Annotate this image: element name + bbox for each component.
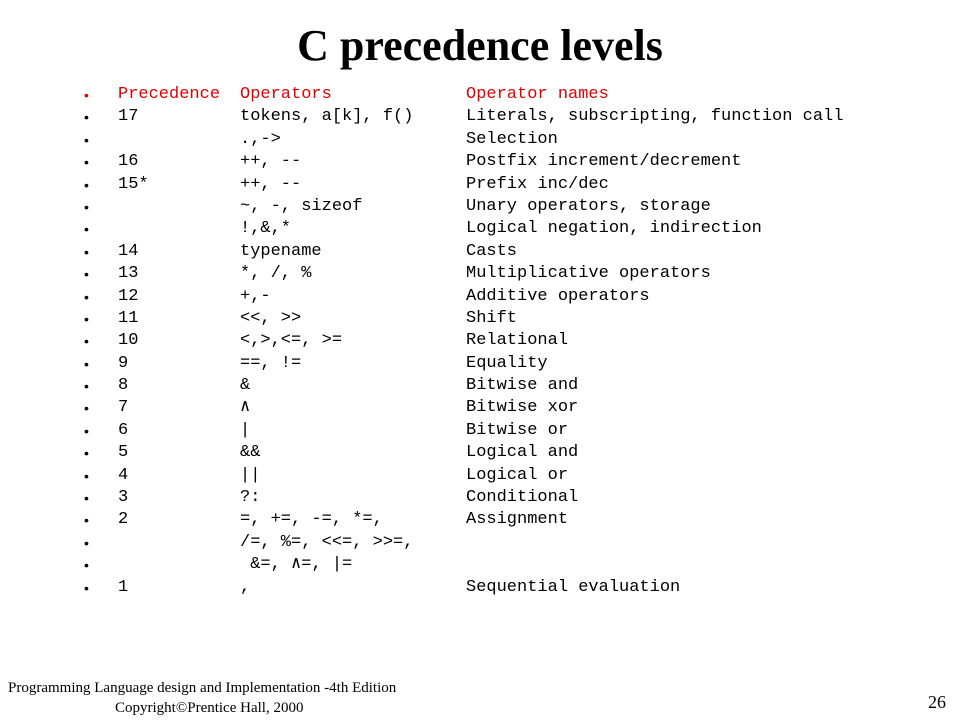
operators: || (240, 465, 261, 485)
precedence-row (84, 397, 944, 419)
operators: typename (240, 241, 322, 261)
operator-name: Additive operators (466, 286, 650, 306)
operator-name: Prefix inc/dec (466, 174, 609, 194)
bullet-icon: • (84, 490, 89, 507)
operators: ~, -, sizeof (240, 196, 363, 216)
bullet-icon: • (84, 109, 89, 126)
precedence-row (84, 196, 944, 218)
operators: /=, %=, <<=, >>=, (240, 532, 414, 552)
precedence-level: 3 (118, 488, 129, 508)
operators: ?: (240, 488, 261, 508)
bullet-icon: • (84, 333, 89, 350)
operator-name: Bitwise or (466, 420, 569, 440)
bullet-icon: • (84, 579, 89, 596)
operator-name: Logical negation, indirection (466, 219, 762, 239)
operators: ++, -- (240, 152, 302, 172)
header-operators: Operators (240, 85, 332, 104)
bullet-icon: • (84, 355, 89, 372)
operator-name: Assignment (466, 510, 569, 530)
precedence-row (84, 532, 944, 554)
precedence-level: 8 (118, 376, 129, 396)
list-header-row (84, 84, 944, 106)
precedence-row (84, 420, 944, 442)
precedence-row (84, 241, 944, 263)
bullet-icon: • (84, 288, 89, 305)
operators: ==, != (240, 353, 302, 373)
bullet-icon: • (84, 422, 89, 439)
bullet-icon: • (84, 534, 89, 551)
precedence-row (84, 577, 944, 599)
precedence-level: 16 (118, 152, 139, 172)
precedence-row (84, 330, 944, 352)
precedence-level: 5 (118, 443, 129, 463)
precedence-level: 9 (118, 353, 129, 373)
page-number: 26 (928, 692, 946, 712)
operators: && (240, 443, 261, 463)
operator-name: Selection (466, 129, 558, 149)
precedence-row (84, 129, 944, 151)
operator-name: Equality (466, 353, 548, 373)
operator-name: Bitwise and (466, 376, 579, 396)
bullet-icon: • (84, 467, 89, 484)
operators: <,>,<=, >= (240, 331, 343, 351)
precedence-level: 14 (118, 241, 139, 261)
precedence-level: 6 (118, 420, 129, 440)
precedence-row (84, 151, 944, 173)
operators: ∧ (240, 398, 251, 418)
operator-name: Sequential evaluation (466, 577, 681, 597)
operators: &=, ∧=, |= (240, 555, 353, 575)
precedence-level: 10 (118, 331, 139, 351)
bullet-icon: • (84, 131, 89, 148)
header-precedence: Precedence (118, 85, 221, 104)
operators: tokens, a[k], f() (240, 107, 414, 127)
operators: <<, >> (240, 308, 302, 328)
precedence-level: 17 (118, 107, 139, 127)
bullet-icon: • (84, 176, 89, 193)
bullet-icon: • (84, 512, 89, 529)
bullet-icon: • (84, 198, 89, 215)
operator-name: Casts (466, 241, 518, 261)
operators: .,-> (240, 129, 281, 149)
bullet-icon: • (84, 87, 89, 103)
operator-name: Logical and (466, 443, 579, 463)
precedence-level: 15* (118, 174, 149, 194)
operators: , (240, 577, 251, 597)
operators: !,&,* (240, 219, 292, 239)
precedence-row (84, 465, 944, 487)
bullet-icon: • (84, 400, 89, 417)
precedence-row (84, 106, 944, 128)
bullet-icon: • (84, 557, 89, 574)
operator-name: Logical or (466, 465, 569, 485)
operator-name: Relational (466, 331, 569, 351)
precedence-level: 12 (118, 286, 139, 306)
footer-copyright: Copyright©Prentice Hall, 2000 (115, 700, 304, 716)
precedence-level: 2 (118, 510, 129, 530)
operator-name: Bitwise xor (466, 398, 579, 418)
bullet-icon: • (84, 154, 89, 171)
precedence-list (84, 84, 944, 599)
precedence-row (84, 442, 944, 464)
operators: =, +=, -=, *=, (240, 510, 383, 530)
slide-title: C precedence levels (297, 21, 663, 70)
precedence-row (84, 218, 944, 240)
operator-name: Shift (466, 308, 518, 328)
precedence-row (84, 509, 944, 531)
footer-edition: Programming Language design and Implementation -4th Edition (8, 680, 397, 696)
operators: ++, -- (240, 174, 302, 194)
precedence-row (84, 554, 944, 576)
operator-name: Literals, subscripting, function call (466, 107, 844, 127)
footer (8, 678, 396, 718)
precedence-level: 1 (118, 577, 129, 597)
precedence-level: 11 (118, 308, 139, 328)
operator-name: Postfix increment/decrement (466, 152, 742, 172)
bullet-icon: • (84, 378, 89, 395)
operators: & (240, 376, 251, 396)
precedence-row (84, 487, 944, 509)
bullet-icon: • (84, 243, 89, 260)
operators: +,- (240, 286, 271, 306)
bullet-icon: • (84, 266, 89, 283)
bullet-icon: • (84, 221, 89, 238)
operator-name: Unary operators, storage (466, 196, 711, 216)
bullet-icon: • (84, 445, 89, 462)
operators: | (240, 420, 251, 440)
header-operator-names: Operator names (466, 85, 609, 104)
precedence-row (84, 174, 944, 196)
precedence-row (84, 263, 944, 285)
precedence-row (84, 286, 944, 308)
precedence-row (84, 353, 944, 375)
precedence-level: 7 (118, 398, 129, 418)
operator-name: Multiplicative operators (466, 264, 711, 284)
precedence-row (84, 375, 944, 397)
precedence-row (84, 308, 944, 330)
operators: *, /, % (240, 264, 312, 284)
precedence-level: 13 (118, 264, 139, 284)
bullet-icon: • (84, 310, 89, 327)
precedence-level: 4 (118, 465, 129, 485)
operator-name: Conditional (466, 488, 579, 508)
